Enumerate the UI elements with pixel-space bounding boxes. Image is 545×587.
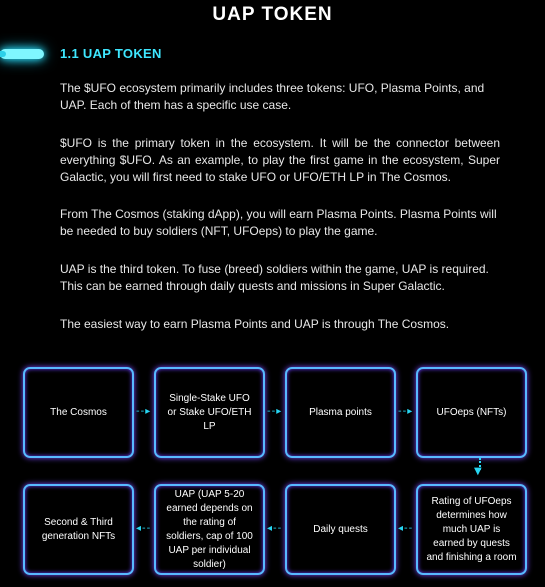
paragraph-easiest-way: The easiest way to earn Plasma Points and UAP is through The Cosmos. [60,317,450,331]
paragraph-uap: UAP is the third token. To fuse (breed) soldiers within the game, UAP is required. This can be earned through daily quests and missions in Super Galactic. [60,262,489,293]
flow-box-daily-quests: Daily quests [285,484,396,575]
flow-box-uap-earned: UAP (UAP 5-20 earned depends on the rating of soldiers, cap of 100 UAP per individual soldier) [154,484,265,575]
flow-arrow-right-icon: --▸ [136,406,152,417]
flow-box-the-cosmos: The Cosmos [23,367,134,458]
section-heading: 1.1 UAP TOKEN [60,46,162,61]
paragraph-plasma-points: From The Cosmos (staking dApp), you will earn Plasma Points. Plasma Points will be needed to buy soldiers (NFT, UFOeps) to play the game. [60,207,497,238]
flow-arrow-left-icon: ◂-- [398,523,414,534]
paragraph-ecosystem: The $UFO ecosystem primarily includes three tokens: UFO, Plasma Points, and UAP. Each of them has a specific use case. [60,81,485,112]
flow-arrow-down-icon: ▼ [474,466,482,477]
page-title: UAP TOKEN [212,4,333,25]
flow-arrow-left-icon: ◂-- [267,523,283,534]
flow-box-ufoeps: UFOeps (NFTs) [416,367,527,458]
flow-arrow-left-icon: ◂-- [136,523,152,534]
section-bullet-icon [0,49,44,59]
paragraph-ufo-token: $UFO is the primary token in the ecosystem. It will be the connector between everything $UFO. As an example, to play the first game in the ecosystem, Super Galactic, you will first need to stake UFO or UFO/ETH LP in The Cosmos. [60,136,500,184]
flow-arrow-right-icon: --▸ [398,406,414,417]
flow-box-stake: Single-Stake UFO or Stake UFO/ETH LP [154,367,265,458]
flow-box-plasma-points: Plasma points [285,367,396,458]
flow-box-rating: Rating of UFOeps determines how much UAP is earned by quests and finishing a room [416,484,527,575]
flow-arrow-right-icon: --▸ [267,406,283,417]
flow-box-next-gen-nfts: Second & Third generation NFTs [23,484,134,575]
